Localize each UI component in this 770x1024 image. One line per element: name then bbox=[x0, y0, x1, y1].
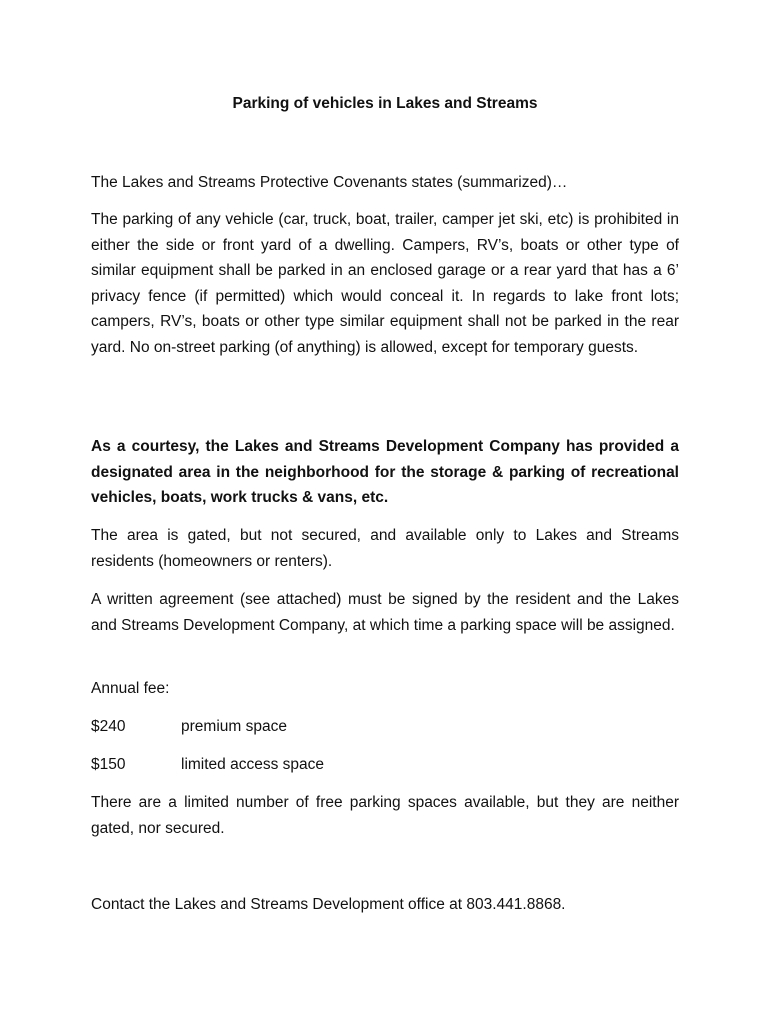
contact-paragraph: Contact the Lakes and Streams Development office at 803.441.8868. bbox=[91, 896, 566, 913]
annual-fee-label: Annual fee: bbox=[91, 680, 170, 697]
fee-row-limited bbox=[91, 752, 679, 777]
agreement-paragraph: A written agreement (see attached) must be signed by the resident and the Lakes and Streams Development Company, at which time a parking space will be assigned. bbox=[91, 591, 679, 634]
document-title: Parking of vehicles in Lakes and Streams bbox=[232, 95, 538, 112]
fee-amount: $240 bbox=[91, 718, 126, 735]
area-paragraph: The area is gated, but not secured, and available only to Lakes and Streams residents (homeowners or renters). bbox=[91, 527, 679, 570]
intro-paragraph: The Lakes and Streams Protective Covenants states (summarized)… bbox=[91, 174, 568, 191]
fee-description: limited access space bbox=[181, 756, 325, 773]
free-spaces-paragraph: There are a limited number of free parking spaces available, but they are neither gated, nor secured. bbox=[91, 794, 679, 837]
covenant-paragraph: The parking of any vehicle (car, truck, boat, trailer, camper jet ski, etc) is prohibited in either the side or front yard of a dwelling. Campers, RV’s, boats or other type of similar equipment shall be parked in an enclosed garage or a rear yard that has a 6’ privacy fence (if permitted) which would conceal it. In regards to lake front lots; campers, RV’s, boats or other type similar equipment shall not be parked in the rear yard. No on-street parking (of anything) is allowed, except for temporary guests. bbox=[91, 211, 679, 356]
fee-amount: $150 bbox=[91, 756, 126, 773]
fee-row-premium bbox=[91, 714, 679, 739]
fee-description: premium space bbox=[181, 718, 287, 735]
courtesy-paragraph: As a courtesy, the Lakes and Streams Development Company has provided a designated area in the neighborhood for the storage & parking of recreational vehicles, boats, work trucks & vans, etc. bbox=[91, 438, 679, 506]
